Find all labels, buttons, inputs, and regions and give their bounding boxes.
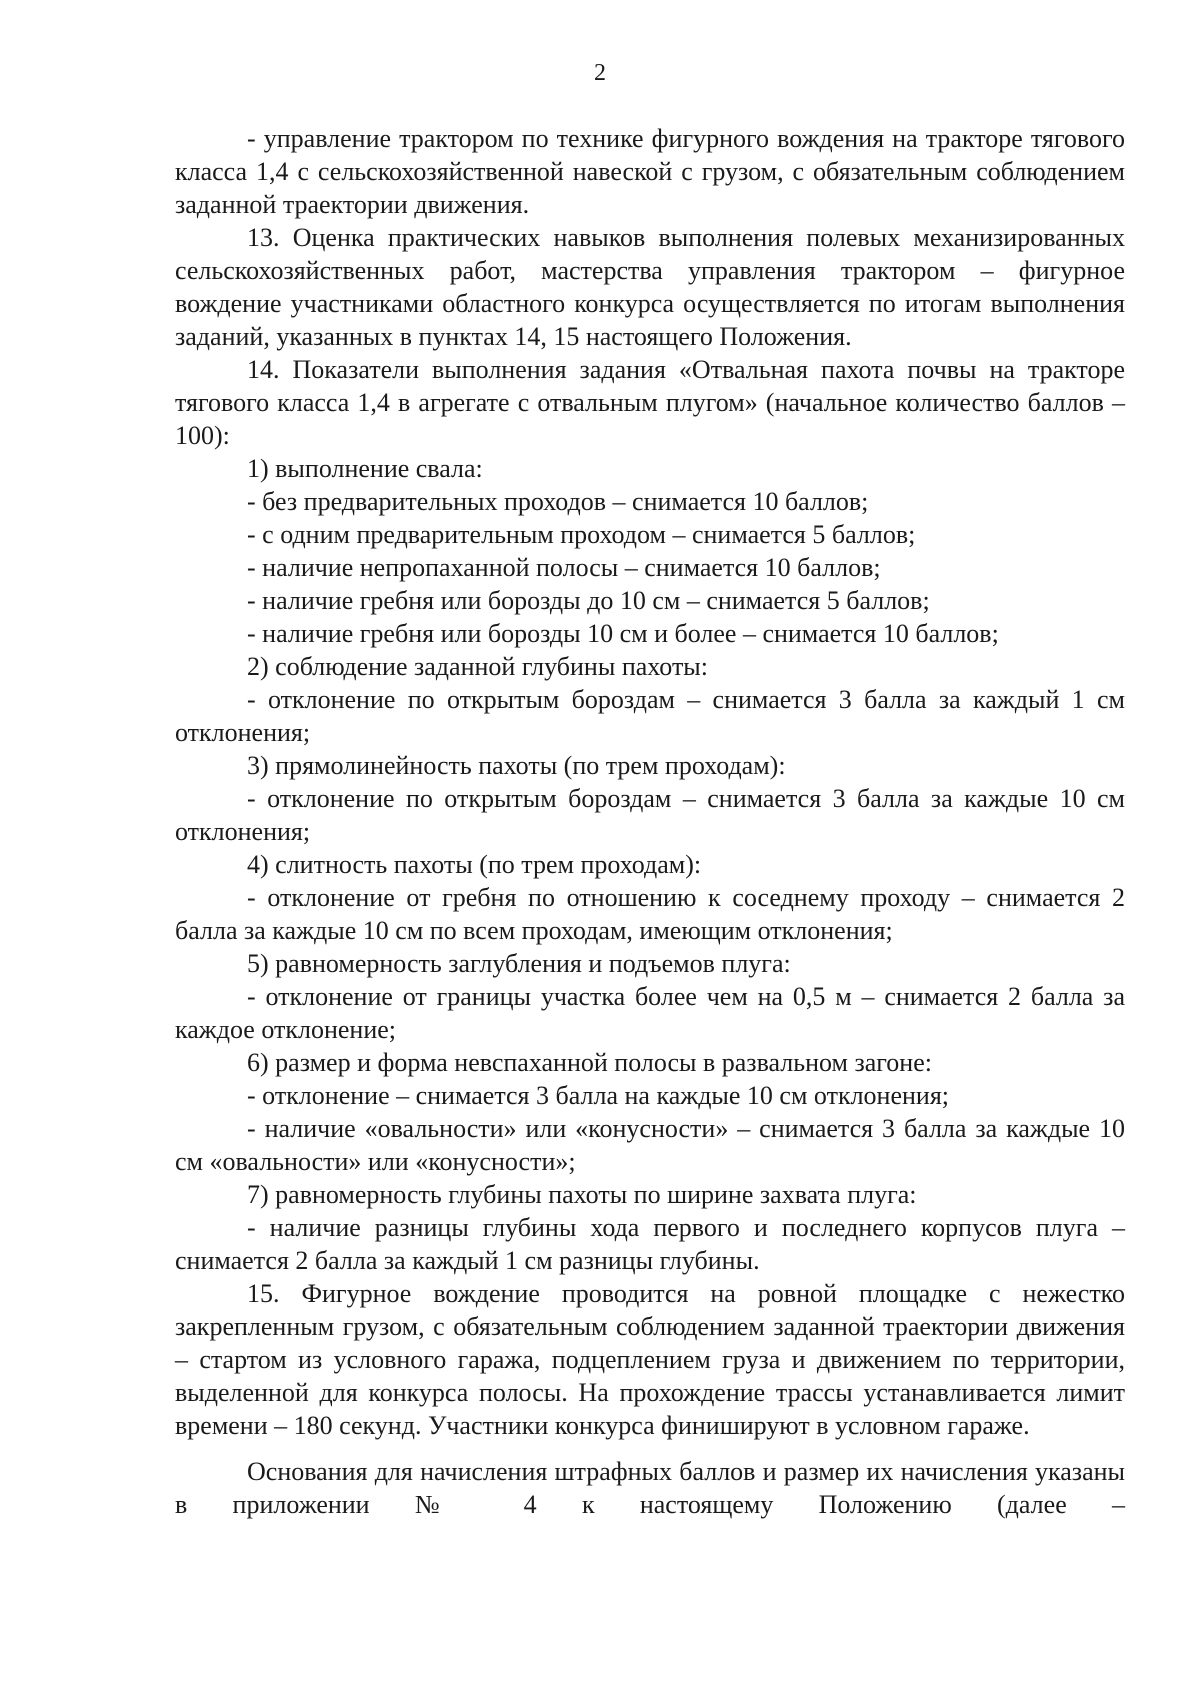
list-item: - без предварительных проходов – снимается 10 баллов; <box>247 487 869 516</box>
list-item: - наличие гребня или борозды 10 см и более – снимается 10 баллов; <box>247 619 999 648</box>
list-item: - отклонение от гребня по отношению к соседнему проходу – снимается 2 балла за каждые 10 см по всем проходам, имеющим отклонения; <box>175 883 1125 945</box>
list-item: 2) соблюдение заданной глубины пахоты: <box>247 652 708 681</box>
list-item: 7) равномерность глубины пахоты по ширине захвата плуга: <box>247 1180 917 1209</box>
paragraph: 13. Оценка практических навыков выполнения полевых механизированных сельскохозяйственных работ, мастерства управления трактором – фигурное вождение участниками областного конкурса осуществляется по итогам выполнения заданий, указанных в пунктах 14, 15 настоящего Положения. <box>175 223 1125 351</box>
list-item: 6) размер и форма невспаханной полосы в развальном загоне: <box>247 1048 932 1077</box>
list-item: - с одним предварительным проходом – снимается 5 баллов; <box>247 520 916 549</box>
list-item: - отклонение по открытым бороздам – снимается 3 балла за каждые 10 см отклонения; <box>175 784 1125 846</box>
list-item: 4) слитность пахоты (по трем проходам): <box>247 850 702 879</box>
list-item: 5) равномерность заглубления и подъемов плуга: <box>247 949 791 978</box>
document-body <box>175 122 1125 1521</box>
list-item: 3) прямолинейность пахоты (по трем проходам): <box>247 751 786 780</box>
paragraph: 15. Фигурное вождение проводится на ровной площадке с нежестко закрепленным грузом, с обязательным соблюдением заданной траектории движения – стартом из условного гаража, подцеплением груза и движением по территории, выделенной для конкурса полосы. На прохождение трассы устанавливается лимит времени – 180 секунд. Участники конкурса финишируют в условном гараже. <box>175 1279 1125 1440</box>
paragraph: 14. Показатели выполнения задания «Отвальная пахота почвы на тракторе тягового класса 1,4 в агрегате с отвальным плугом» (начальное количество баллов – 100): <box>175 355 1125 450</box>
list-item: - наличие непропаханной полосы – снимается 10 баллов; <box>247 553 881 582</box>
list-item: - наличие гребня или борозды до 10 см – снимается 5 баллов; <box>247 586 930 615</box>
page-number: 2 <box>594 60 606 86</box>
list-item: - наличие разницы глубины хода первого и последнего корпусов плуга – снимается 2 балла за каждый 1 см разницы глубины. <box>175 1213 1125 1275</box>
paragraph: - управление трактором по технике фигурного вождения на тракторе тягового класса 1,4 с сельскохозяйственной навеской с грузом, с обязательным соблюдением заданной траектории движения. <box>175 124 1125 219</box>
list-item: 1) выполнение свала: <box>247 454 483 483</box>
paragraph: Основания для начисления штрафных баллов и размер их начисления указаны в приложении № 4 к настоящему Положению (далее – <box>175 1457 1125 1519</box>
list-item: - отклонение – снимается 3 балла на каждые 10 см отклонения; <box>247 1081 950 1110</box>
list-item: - наличие «овальности» или «конусности» – снимается 3 балла за каждые 10 см «овальности» или «конусности»; <box>175 1114 1125 1176</box>
list-item: - отклонение от границы участка более чем на 0,5 м – снимается 2 балла за каждое отклонение; <box>175 982 1125 1044</box>
list-item: - отклонение по открытым бороздам – снимается 3 балла за каждый 1 см отклонения; <box>175 685 1125 747</box>
